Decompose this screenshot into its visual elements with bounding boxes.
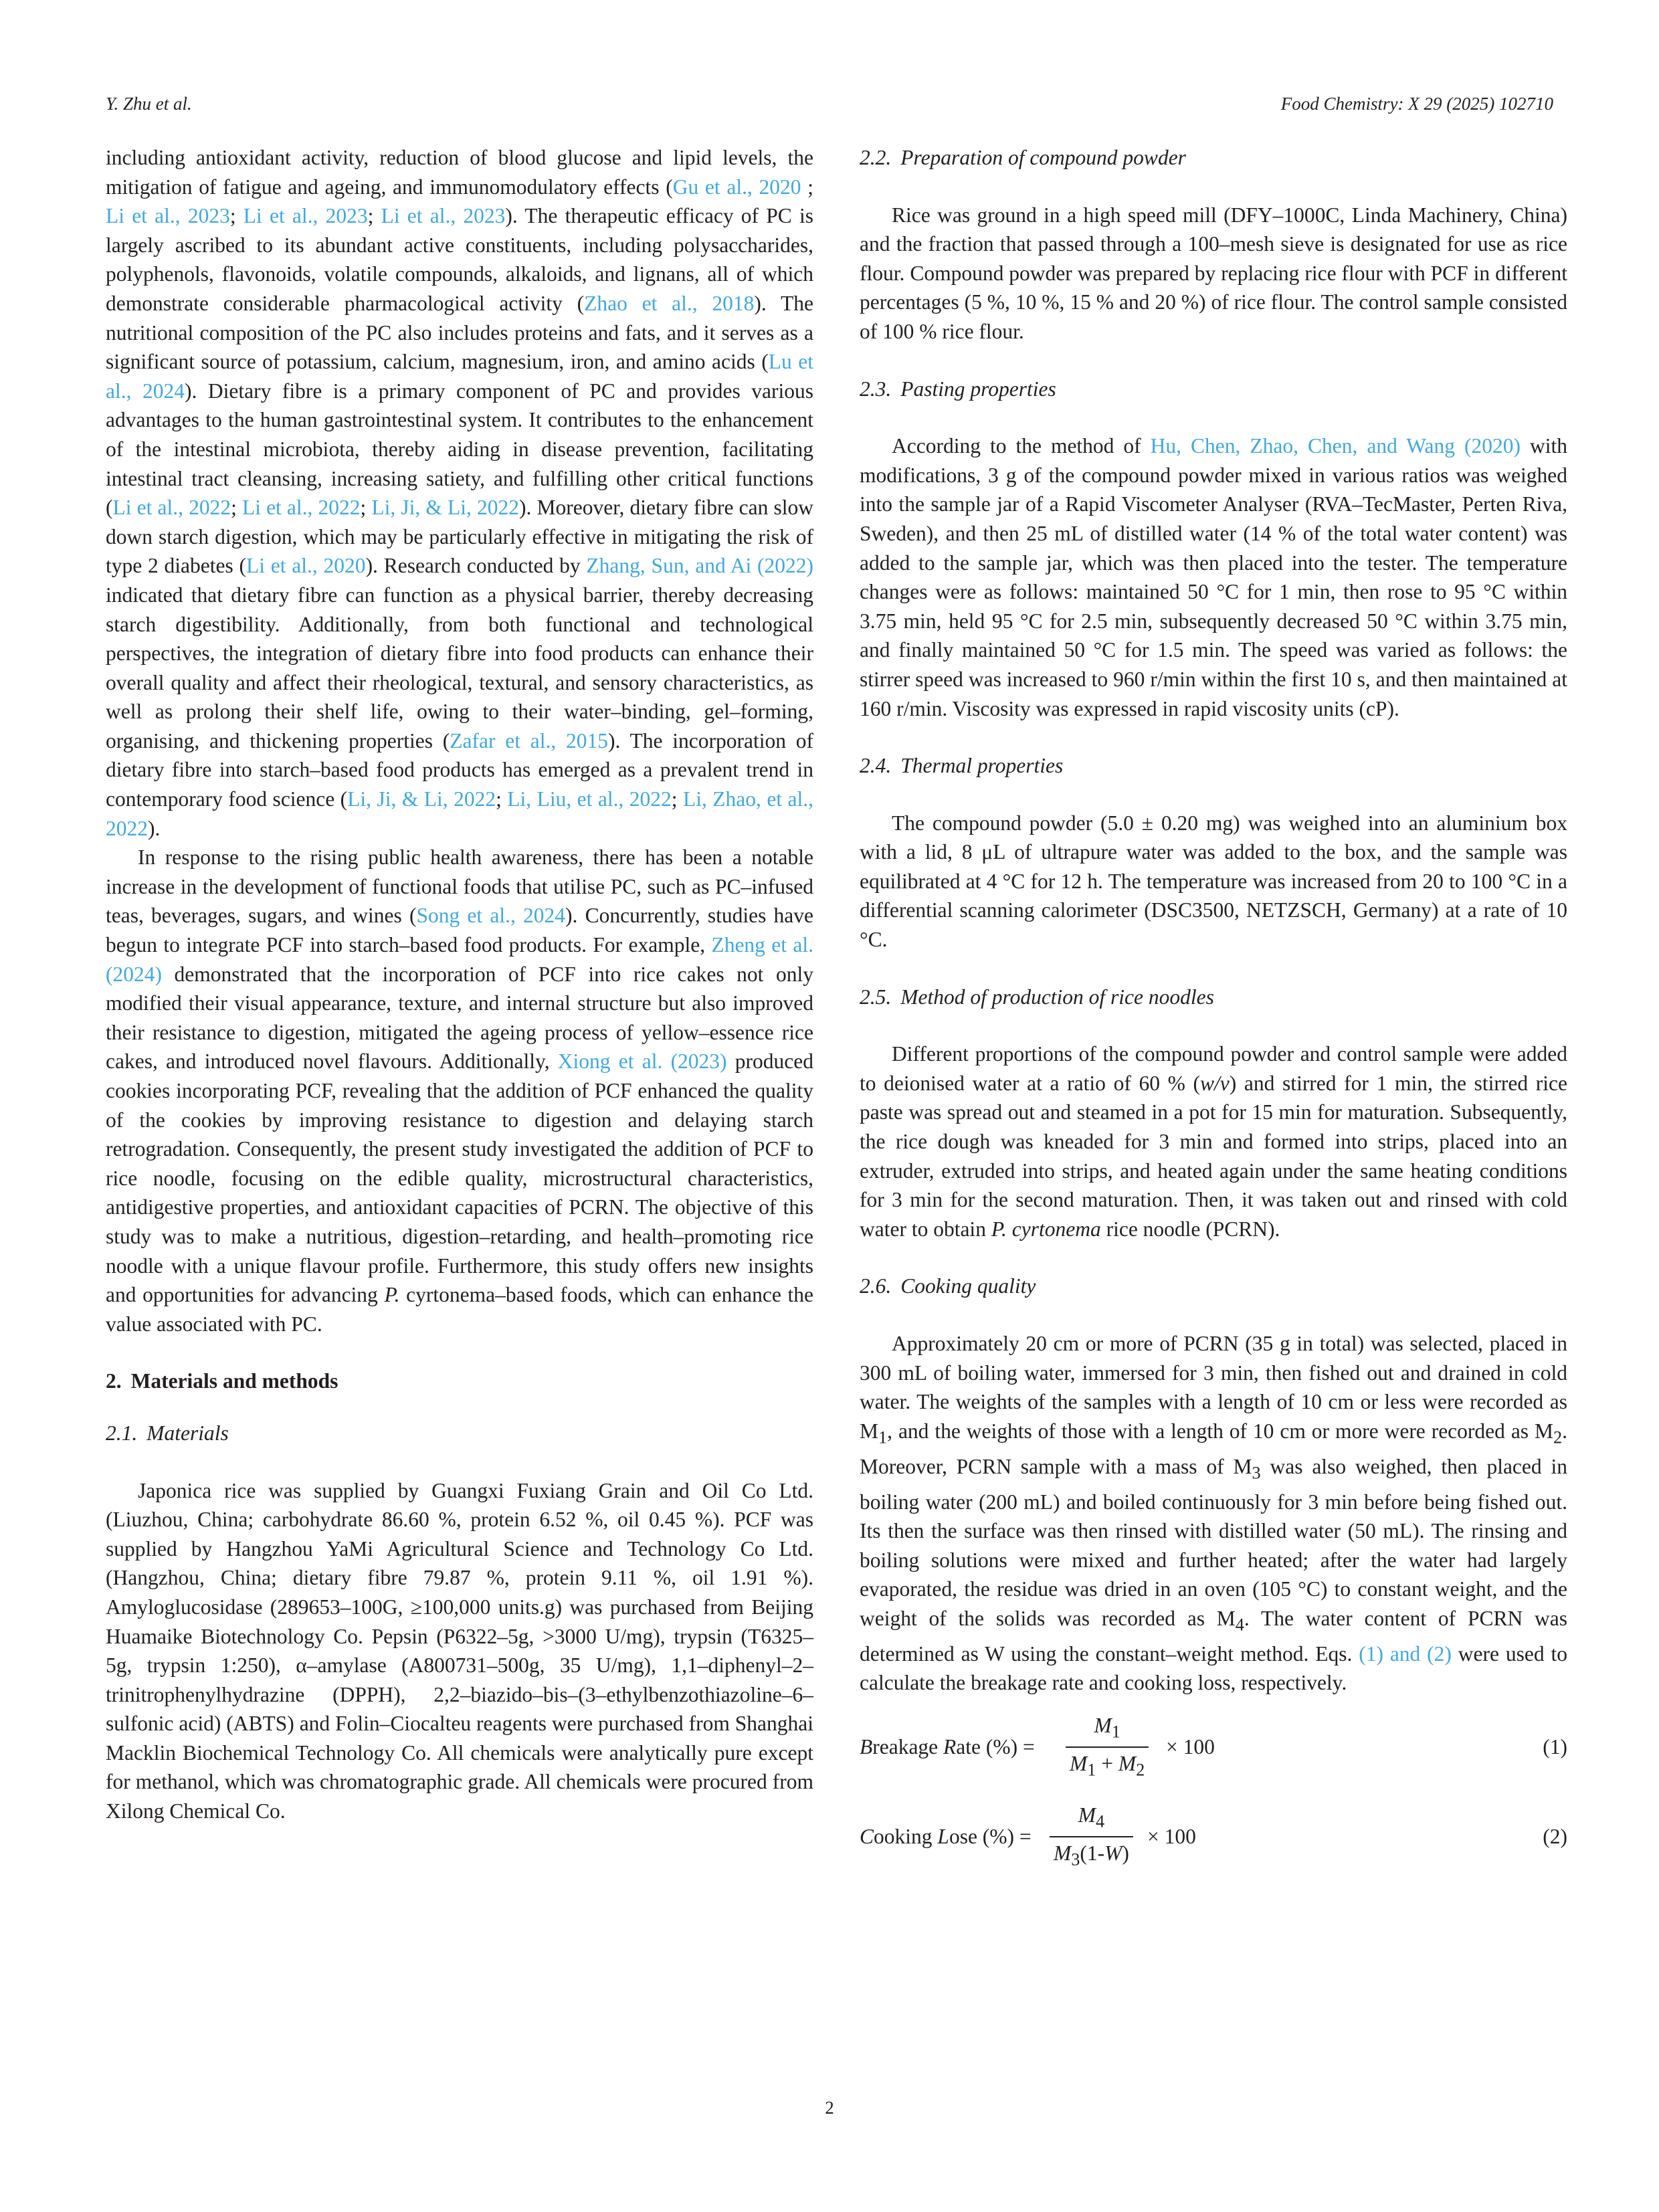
text-run: P. cyrtonema (991, 1217, 1101, 1241)
citation-link[interactable]: Zhang, Sun, and Ai (2022) (586, 554, 813, 578)
text-run: ; (367, 204, 381, 228)
cooking-quality-paragraph (860, 1329, 1567, 1698)
citation-link[interactable]: Hu, Chen, Zhao, Chen, and Wang (2020) (1150, 434, 1521, 458)
subsection-heading-noodle-production (860, 983, 1567, 1012)
text-run: ). (148, 816, 161, 840)
subsection-heading-pasting (860, 375, 1567, 404)
text-run: Different proportions of the compound powder and control sample were added to deionised water at a ratio of 60 % ( (860, 1042, 1567, 1095)
citation-link[interactable]: Song et al., 2024 (416, 904, 566, 928)
equation-1-number: (1) (1543, 1735, 1567, 1759)
subsection-title: Cooking quality (900, 1274, 1036, 1298)
section-heading-materials-methods (106, 1367, 813, 1396)
citation-link[interactable]: Gu et al., 2020 (672, 175, 801, 199)
text-run: . The water content of PCRN was determined as W using the constant–weight method. Eqs. (860, 1606, 1567, 1666)
citation-link[interactable]: Zhao et al., 2018 (584, 291, 755, 315)
subsection-number: 2.3. (860, 377, 892, 401)
citation-link[interactable]: Lu et al., 2024 (106, 350, 813, 403)
text-run: ). Research conducted by (365, 554, 587, 578)
subsection-title: Thermal properties (900, 754, 1064, 778)
citation-link[interactable]: Li et al., 2022 (112, 496, 231, 520)
text-run: cyrtonema–based foods, which can enhance the value associated with PC. (106, 1283, 813, 1336)
subsection-heading-thermal (860, 751, 1567, 781)
equation-2-lhs: Cooking Lose (%) = (860, 1825, 1032, 1849)
intro-paragraph-1 (106, 143, 813, 843)
equation-1 (860, 1707, 1567, 1787)
citation-link[interactable]: Li, Liu, et al., 2022 (507, 787, 672, 811)
text-run: ; (229, 204, 243, 228)
citation-link[interactable]: Li, Ji, & Li, 2022 (347, 787, 496, 811)
subsection-title: Preparation of compound powder (900, 146, 1186, 169)
citation-link[interactable]: Xiong et al. (2023) (557, 1049, 727, 1074)
citation-link[interactable]: Li, Ji, & Li, 2022 (371, 496, 520, 520)
text-run: demonstrated that the incorporation of PCF into rice cakes not only modified their visual appearance, texture, and internal structure but also improved their resistance to digestion, mitigated the ageing process of yellow–essence rice cakes, and introduced novel flavours. Additionally, (106, 962, 813, 1074)
thermal-paragraph: The compound powder (5.0 ± 0.20 mg) was weighed into an aluminium box with a lid, 8 μL of ultrapure water was added to the box, and the sample was equilibrated at 4 °C for 12 h. The temperature was increased from 20 to 100 °C in a differential scanning calorimeter (DSC3500, NETZSCH, Germany) at a rate of 10 °C. (860, 811, 1567, 952)
subsection-title: Method of production of rice noodles (900, 985, 1214, 1009)
subsection-title: Materials (147, 1421, 229, 1445)
subsection-heading-compound-powder (860, 143, 1567, 173)
text-run: P. (384, 1283, 400, 1307)
subsection-number: 2.6. (860, 1274, 892, 1298)
materials-paragraph: Japonica rice was supplied by Guangxi Fuxiang Grain and Oil Co Ltd. (Liuzhou, China; carbohydrate 86.60 %, protein 6.52 %, oil 0.45 %). PCF was supplied by Hangzhou YaMi Agricultural Science and Technology Co Ltd. (Hangzhou, China; dietary fibre 79.87 %, protein 9.11 %, oil 1.91 %). Amyloglucosidase (289653–100G, ≥100,000 units.g) was purchased from Beijing Huamaike Biotechnology Co. Pepsin (P6322–5g, >3000 U/mg), trypsin (T6325–5g, trypsin 1:250), α–amylase (A800731–500g, 35 U/mg), 1,1–diphenyl–2–trinitrophenylhydrazine (DPPH), 2,2–biazido–bis–(3–ethylbenzothiazoline–6–sulfonic acid) (ABTS) and Folin–Ciocalteu reagents were purchased from Shanghai Macklin Biochemical Technology Co. All chemicals were analytically pure except for methanol, which was chromatographic grade. All chemicals were procured from Xilong Chemical Co. (106, 1478, 813, 1823)
right-column (860, 143, 1567, 1877)
text-run: ; (671, 787, 683, 811)
text-run: indicated that dietary fibre can function as a physical barrier, thereby decreasing starch digestibility. Additionally, from both functional and technological perspectives, the integration of dietary fibre into food products can enhance their overall quality and affect their rheological, textural, and sensory characteristics, as well as prolong their shelf life, owing to their water–binding, gel–forming, organising, and thickening properties ( (106, 583, 813, 752)
equation-2-number: (2) (1543, 1825, 1567, 1849)
text-run: ). The therapeutic efficacy of PC is largely ascribed to its abundant active constituents, including polysaccharides, polyphenols, flavonoids, volatile compounds, alkaloids, and lignans, all of which demonstrate considerable pharmacological activity ( (106, 204, 813, 315)
equation-2 (860, 1797, 1567, 1877)
citation-link[interactable]: Li et al., 2020 (246, 554, 366, 578)
text-run: Approximately 20 cm or more of PCRN (35 g in total) was selected, placed in 300 mL of boiling water, immersed for 3 min, then fished out and drained in cold water. The weights of the samples with a length of 10 cm or less were recorded as M (860, 1332, 1567, 1443)
text-run: rice noodle (PCRN). (1100, 1217, 1280, 1241)
intro-paragraph-2 (106, 843, 813, 1338)
text-run: 2 (1553, 1427, 1563, 1447)
citation-link[interactable]: Li et al., 2023 (243, 204, 368, 228)
citation-link[interactable]: Zafar et al., 2015 (450, 728, 608, 752)
text-run: ; (231, 496, 242, 520)
subsection-number: 2.1. (106, 1421, 138, 1445)
text-run: with modifications, 3 g of the compound powder mixed in various ratios was weighed into the sample jar of a Rapid Viscometer Analyser (RVA–TecMaster, Perten Riva, Sweden), and then 25 mL of distilled water (14 % of the total water content) was added to the sample jar, which was then placed into the tester. The temperature changes were as follows: maintained 50 °C for 1 min, then rose to 95 °C within 3.75 min, held 95 °C for 2.5 min, subsequently decreased 50 °C within 3.75 min, and finally maintained 50 °C for 1.5 min. The speed was varied as follows: the stirrer speed was increased to 960 r/min within the first 10 s, and then maintained at 160 r/min. Viscosity was expressed in rapid viscosity units (cP). (860, 434, 1567, 720)
text-run: ). Concurrently, studies have begun to integrate PCF into starch–based food products. For example, (106, 904, 813, 957)
section-number: 2. (106, 1369, 122, 1393)
text-run: , and the weights of those with a length of 10 cm or more were recorded as M (887, 1419, 1553, 1443)
running-header (106, 94, 1553, 120)
text-run: ; (801, 175, 813, 199)
citation-link[interactable]: Li et al., 2022 (241, 496, 361, 520)
text-run: ) and stirred for 1 min, the stirred rice paste was spread out and steamed in a pot for 15 min for maturation. Subsequently, the rice dough was kneaded for 3 min and formed into strips, placed into an extruder, extruded into strips, and heated again under the same heating conditions for 3 min for the second maturation. Then, it was taken out and rinsed with cold water to obtain (860, 1071, 1567, 1241)
subsection-number: 2.4. (860, 754, 892, 778)
text-run: ). Moreover, dietary fibre can slow down starch digestion, which may be particularly effective in mitigating the risk of type 2 diabetes ( (106, 496, 813, 578)
equation-2-multiplier: × 100 (1147, 1825, 1196, 1849)
citation-link[interactable]: Li et al., 2023 (381, 204, 506, 228)
noodle-production-paragraph (860, 1039, 1567, 1243)
page-number: 2 (825, 2098, 834, 2118)
equation-1-multiplier: × 100 (1166, 1735, 1215, 1759)
equation-1-lhs: Breakage Rate (%) = (860, 1735, 1035, 1759)
citation-link[interactable]: (1) and (2) (1359, 1641, 1452, 1666)
text-run: ; (360, 496, 372, 520)
section-title: Materials and methods (130, 1369, 338, 1393)
text-run: 4 (1235, 1615, 1244, 1635)
subsection-heading-cooking-quality (860, 1272, 1567, 1301)
text-run: 3 (1252, 1462, 1261, 1482)
equation-2-fraction: $\frac{M_4}{M_3(1-W)}$ (1050, 1801, 1133, 1874)
equation-1-fraction: $\frac{M_1}{M_1 + M_2}$ (1066, 1711, 1149, 1785)
citation-link[interactable]: Zheng et al. (2024) (106, 933, 813, 986)
text-run: ). Dietary fibre is a primary component of PC and provides various advantages to the human gastrointestinal system. It contributes to the enhancement of the intestinal microbiota, thereby aiding in disease prevention, facilitating intestinal tract cleansing, increasing satiety, and fulfilling other critical functions ( (106, 379, 814, 520)
subsection-number: 2.2. (860, 146, 892, 169)
text-run: In response to the rising public health awareness, there has been a notable increase in the development of functional foods that utilise PC, such as PC–infused teas, beverages, sugars, and wines ( (106, 845, 813, 928)
text-run: ). The incorporation of dietary fibre into starch–based food products has emerged as a prevalent trend in contemporary food science ( (106, 728, 813, 811)
text-run: was also weighed, then placed in boiling water (200 mL) and boiled continuously for 3 min before being fished out. Its then the surface was then rinsed with distilled water (50 mL). The rinsing and boiling solutions were mixed and further heated; after the water had largely evaporated, the residue was dried in an oven (105 °C) to constant weight, and the weight of the solids was recorded as M (860, 1454, 1567, 1630)
text-run: 1 (878, 1427, 888, 1447)
subsection-title: Pasting properties (900, 377, 1056, 401)
citation-link[interactable]: Li et al., 2023 (106, 204, 230, 228)
left-column (106, 143, 813, 1826)
subsection-heading-materials (106, 1419, 813, 1448)
pasting-paragraph (860, 431, 1567, 723)
text-run: produced cookies incorporating PCF, revealing that the addition of PCF enhanced the quality of the cookies by improving resistance to digestion and delaying starch retrogradation. Consequently, the present study investigated the addition of PCF to rice noodle, focusing on the edible quality, microstructural characteristics, antidigestive properties, and antioxidant capacities of PCRN. The objective of this study was to make a nutritious, digestion–retarding, and health–promoting rice noodle with a unique flavour profile. Furthermore, this study offers new insights and opportunities for advancing (106, 1049, 813, 1307)
text-run: ; (496, 787, 508, 811)
citation-link[interactable]: Li, Zhao, et al., 2022 (106, 787, 813, 840)
header-journal: Food Chemistry: X 29 (2025) 102710 (1280, 94, 1553, 114)
text-run: including antioxidant activity, reduction of blood glucose and lipid levels, the mitigation of fatigue and ageing, and immunomodulatory effects ( (106, 146, 813, 199)
header-authors: Y. Zhu et al. (106, 94, 192, 114)
subsection-number: 2.5. (860, 985, 892, 1009)
compound-powder-paragraph: Rice was ground in a high speed mill (DFY–1000C, Linda Machinery, China) and the fraction that passed through a 100–mesh sieve is designated for use as rice flour. Compound powder was prepared by replacing rice flour with PCF in different percentages (5 %, 10 %, 15 % and 20 %) of rice flour. The control sample consisted of 100 % rice flour. (860, 203, 1567, 343)
text-run: . Moreover, PCRN sample with a mass of M (860, 1419, 1567, 1478)
text-run: w/v (1200, 1071, 1230, 1095)
text-run: ). The nutritional composition of the PC also includes proteins and fats, and it serves as a significant source of potassium, calcium, magnesium, iron, and amino acids ( (106, 291, 813, 374)
text-run: According to the method of (892, 434, 1151, 458)
text-run: were used to calculate the breakage rate and cooking loss, respectively. (860, 1641, 1567, 1695)
